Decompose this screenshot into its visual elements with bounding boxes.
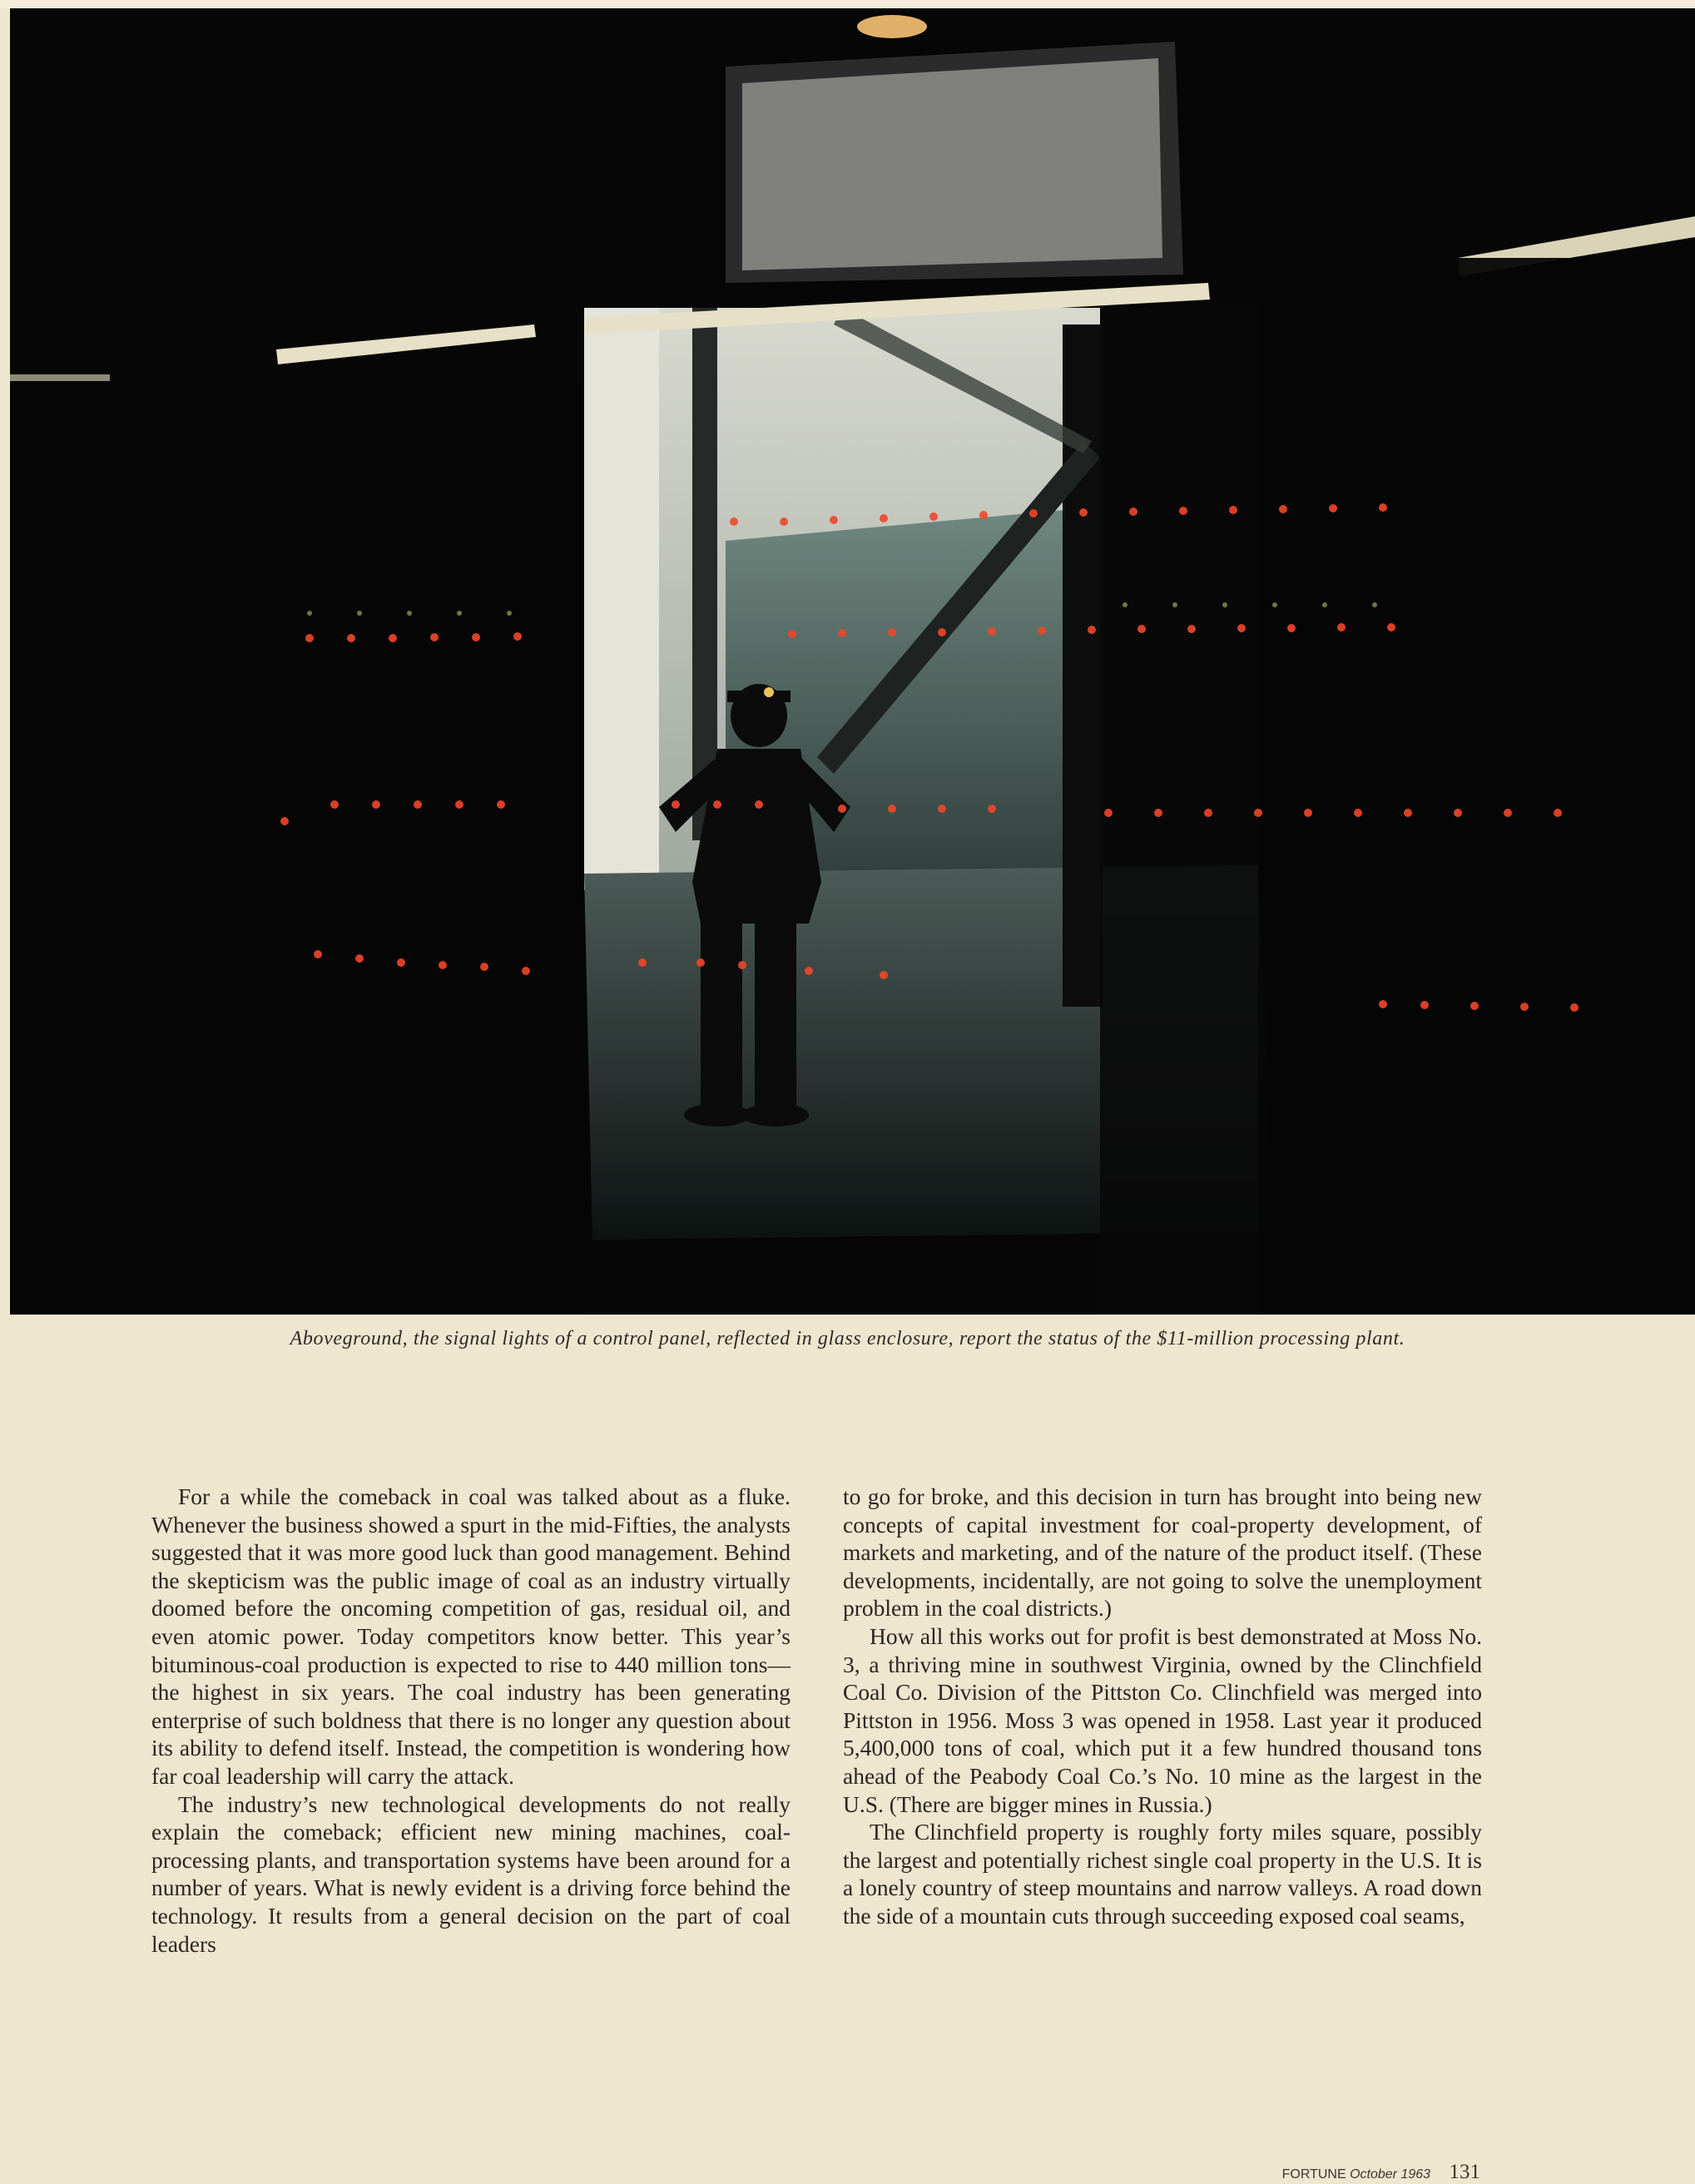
photo-illustration: [10, 8, 1695, 1315]
photo-caption: Aboveground, the signal lights of a control panel, reflected in glass enclosure, report the status of the $11-million processing plant.: [290, 1328, 1405, 1350]
article-right-column: [843, 1483, 1482, 1930]
article-paragraph: The industry’s new technological developments do not really explain the comeback; efficient new mining machines, coal-processing plants, and transportation systems have been around for a number of years. What is newly evident is a driving force behind the technology. It results from a general decision on the part of coal leaders: [151, 1790, 791, 1957]
article-paragraph: How all this works out for profit is best demonstrated at Moss No. 3, a thriving mine in southwest Virginia, owned by the Clinchfield Coal Co. Division of the Pittston Co. Clinchfield was merged into Pittston in 1956. Moss 3 was opened in 1958. Last year it produced 5,400,000 tons of coal, which put it a few hundred thousand tons ahead of the Peabody Coal Co.’s No. 10 mine as the largest in the U.S. (There are bigger mines in Russia.): [843, 1622, 1482, 1817]
article-paragraph: to go for broke, and this decision in turn has brought into being new concepts of capital investment for coal-property development, of markets and marketing, and of the nature of the product itself. (These developments, incidentally, are not going to solve the unemployment problem in the coal districts.): [843, 1483, 1482, 1622]
page-top-edge: [0, 0, 1695, 8]
footer-magazine-name: FORTUNE: [1281, 2167, 1346, 2182]
article-paragraph: The Clinchfield property is roughly forty miles square, possibly the largest and potentially richest single coal property in the U.S. It is a lonely country of steep mountains and narrow valleys. A road down the side of a mountain cuts through succeeding exposed coal seams,: [843, 1819, 1482, 1929]
control-panel-photo: [10, 8, 1695, 1315]
page-footer: [1282, 2161, 1480, 2184]
article-left-column: [151, 1483, 791, 1958]
page-number: 131: [1449, 2161, 1480, 2183]
footer-issue-date: October 1963: [1350, 2167, 1431, 2182]
article-paragraph: For a while the comeback in coal was talked about as a fluke. Whenever the business showed a spurt in the mid-Fifties, the analysts suggested that it was more good luck than good management. Behind the skepticism was the public image of coal as an industry virtually doomed before the oncoming competition of gas, residual oil, and even atomic power. Today competitors know better. This year’s bituminous-coal production is expected to rise to 440 million tons—the highest in six years. The coal industry has been generating enterprise of such boldness that there is no longer any question about its ability to defend itself. Instead, the competition is wondering how far coal leadership will carry the attack.: [151, 1483, 791, 1789]
